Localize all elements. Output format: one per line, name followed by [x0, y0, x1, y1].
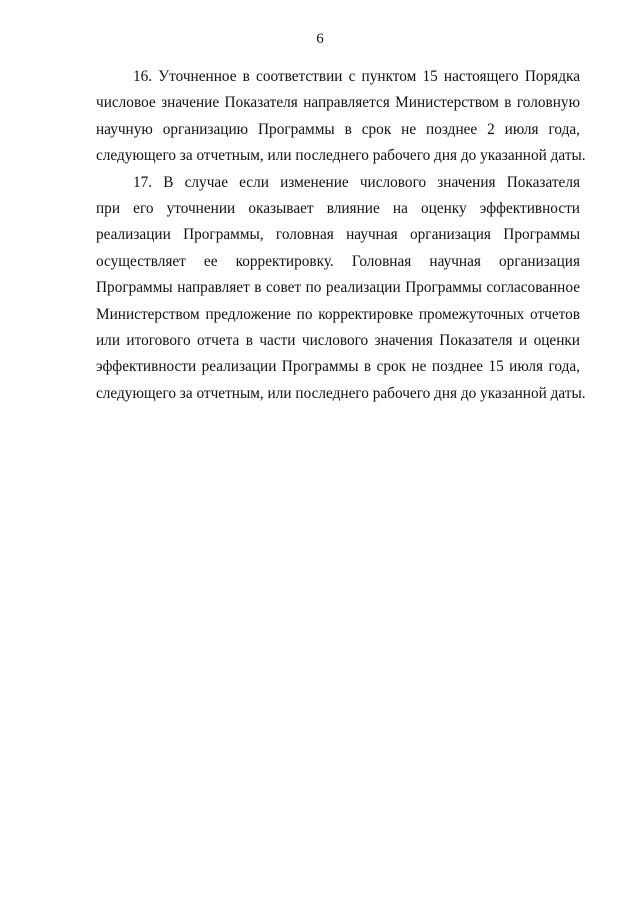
paragraph-line: следующего за отчетным, или последнего рабочего дня до указанной даты. — [96, 384, 586, 402]
paragraph-line: Программы направляет в совет по реализации Программы согласованное — [96, 279, 580, 297]
page-number: 6 — [316, 31, 324, 47]
paragraph-line: следующего за отчетным, или последнего рабочего дня до указанной даты. — [96, 147, 586, 165]
paragraph-line: 16. Уточненное в соответствии с пунктом 15 настоящего Порядка — [133, 68, 580, 85]
paragraph-line: эффективности реализации Программы в срок не позднее 15 июля года, — [96, 358, 580, 376]
paragraph-line: научную организацию Программы в срок не позднее 2 июля года, — [96, 120, 580, 138]
paragraph-line: реализации Программы, головная научная организация Программы — [96, 226, 580, 244]
paragraph-line: осуществляет ее корректировку. Головная научная организация — [96, 252, 580, 270]
paragraph-line: Министерством предложение по корректировке промежуточных отчетов — [96, 305, 580, 323]
document-body — [96, 64, 586, 407]
paragraph-line: или итогового отчета в части числового значения Показателя и оценки — [96, 331, 580, 349]
paragraph-line: при его уточнении оказывает влияние на оценку эффективности — [96, 199, 580, 217]
paragraph-17 — [96, 170, 586, 408]
paragraph-line: числовое значение Показателя направляется Министерством в головную — [96, 94, 580, 112]
paragraph-16 — [96, 64, 586, 170]
paragraph-line: 17. В случае если изменение числового значения Показателя — [133, 173, 580, 191]
